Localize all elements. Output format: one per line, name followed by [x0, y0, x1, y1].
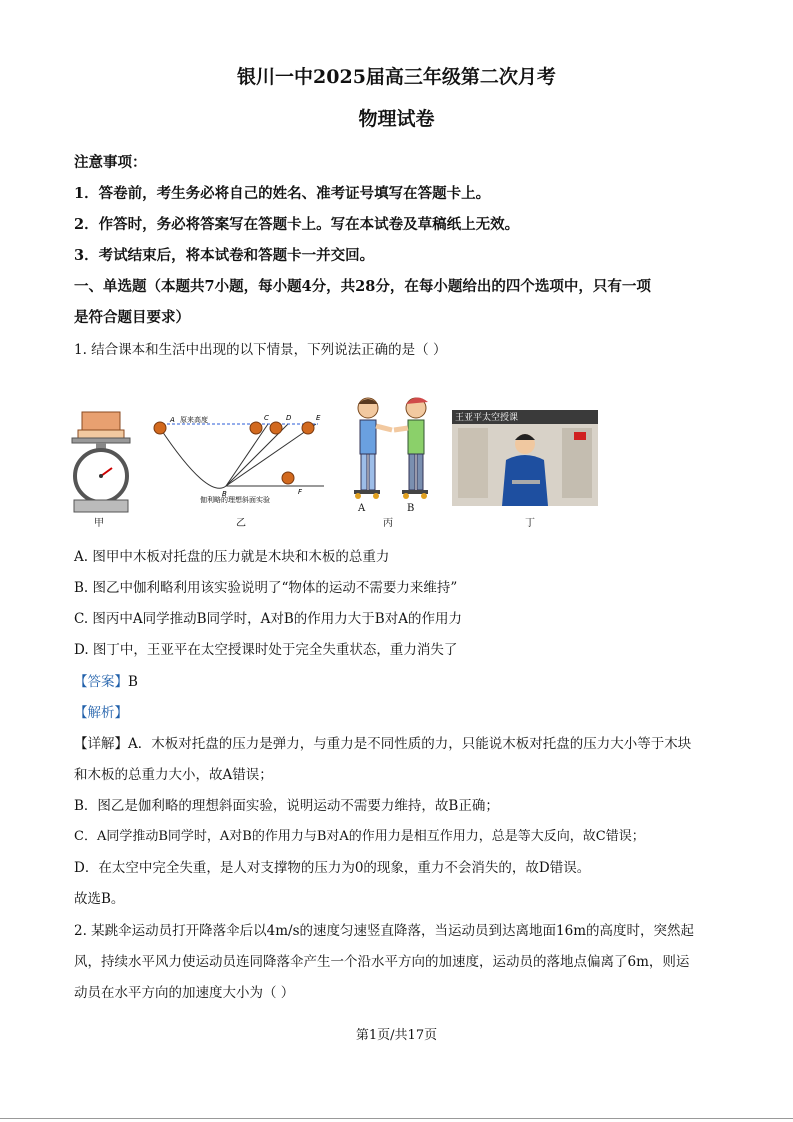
- question-2-line-3: 动员在水平方向的加速度大小为（ ）: [74, 985, 295, 1001]
- figure-ding-photo: [452, 410, 598, 506]
- figure-jia-scale: [68, 408, 134, 514]
- analysis-tag: 【解析】: [74, 705, 128, 721]
- exam-title: 银川一中2025届高三年级第二次月考: [237, 66, 556, 88]
- detail-tag: 【详解】: [74, 736, 128, 752]
- notice-heading: 注意事项：: [74, 154, 147, 171]
- figure-bing-students: [348, 394, 438, 502]
- point-b: B: [222, 490, 227, 498]
- question-2-line-2: 风，持续水平风力使运动员连同降落伞产生一个沿水平方向的加速度，运动员的落地点偏离了6m，则运: [74, 954, 690, 970]
- detail-line-2: 和木板的总重力大小，故A错误；: [74, 767, 273, 783]
- option-a: A. 图甲中木板对托盘的压力就是木块和木板的总重力: [74, 549, 390, 565]
- bing-label-b: B: [407, 503, 415, 514]
- point-e: E: [316, 414, 321, 422]
- ding-banner: 王亚平太空授课: [455, 413, 519, 423]
- figure-label-ding: 丁: [525, 518, 535, 529]
- option-d: D. 图丁中，王亚平在太空授课时处于完全失重状态，重力消失了: [74, 642, 458, 658]
- notice-item-1: 1．答卷前，考生务必将自己的姓名、准考证号填写在答题卡上。: [74, 185, 491, 202]
- point-a: A: [170, 416, 175, 424]
- point-c: C: [264, 414, 269, 422]
- point-f: F: [298, 488, 303, 496]
- notice-item-3: 3．考试结束后，将本试卷和答题卡一并交回。: [74, 247, 375, 264]
- page-footer: 第1页/共17页: [355, 1028, 438, 1043]
- answer-value: B: [128, 674, 138, 690]
- detail-line-6: 故选B。: [74, 891, 125, 907]
- yi-caption: 伽利略的理想斜面实验: [200, 496, 270, 504]
- exam-subject: 物理试卷: [358, 108, 435, 130]
- figure-label-jia: 甲: [94, 518, 104, 529]
- option-b: B. 图乙中伽利略利用该实验说明了“物体的运动不需要力来维持”: [74, 580, 458, 596]
- detail-line-4: C．A同学推动B同学时，A对B的作用力与B对A的作用力是相互作用力，总是等大反向，故C错误；: [74, 829, 645, 844]
- detail-line-3: B．图乙是伽利略的理想斜面实验，说明运动不需要力维持，故B正确；: [74, 798, 499, 814]
- detail-line-5: D．在太空中完全失重，是人对支撑物的压力为0的现象，重力不会消失的，故D错误。: [74, 860, 591, 876]
- bing-label-a: A: [358, 503, 366, 514]
- figure-label-yi: 乙: [236, 518, 246, 529]
- figure-yi-inclined-plane: [148, 410, 328, 506]
- answer-tag: 【答案】: [74, 674, 128, 690]
- figure-label-bing: 丙: [383, 518, 393, 529]
- question-2-line-1: 2. 某跳伞运动员打开降落伞后以4m/s的速度匀速竖直降落，当运动员到达离地面16m的高度时，突然起: [74, 923, 695, 939]
- option-c: C. 图丙中A同学推动B同学时，A对B的作用力大于B对A的作用力: [74, 611, 462, 627]
- height-label: 原来高度: [180, 416, 208, 424]
- notice-item-2: 2．作答时，务必将答案写在答题卡上。写在本试卷及草稿纸上无效。: [74, 216, 520, 233]
- answer-line: [74, 670, 138, 690]
- bottom-rule: [0, 1118, 793, 1119]
- point-d: D: [286, 414, 292, 422]
- section-heading-line1: 一、单选题（本题共7小题，每小题4分，共28分，在每小题给出的四个选项中，只有一项: [74, 278, 651, 295]
- section-heading-line2: 是符合题目要求）: [74, 309, 190, 326]
- question-1-stem: 1. 结合课本和生活中出现的以下情景，下列说法正确的是（ ）: [74, 342, 447, 358]
- detail-line-1: 【详解】A．木板对托盘的压力是弹力，与重力是不同性质的力，只能说木板对托盘的压力大小等于木块: [74, 736, 692, 752]
